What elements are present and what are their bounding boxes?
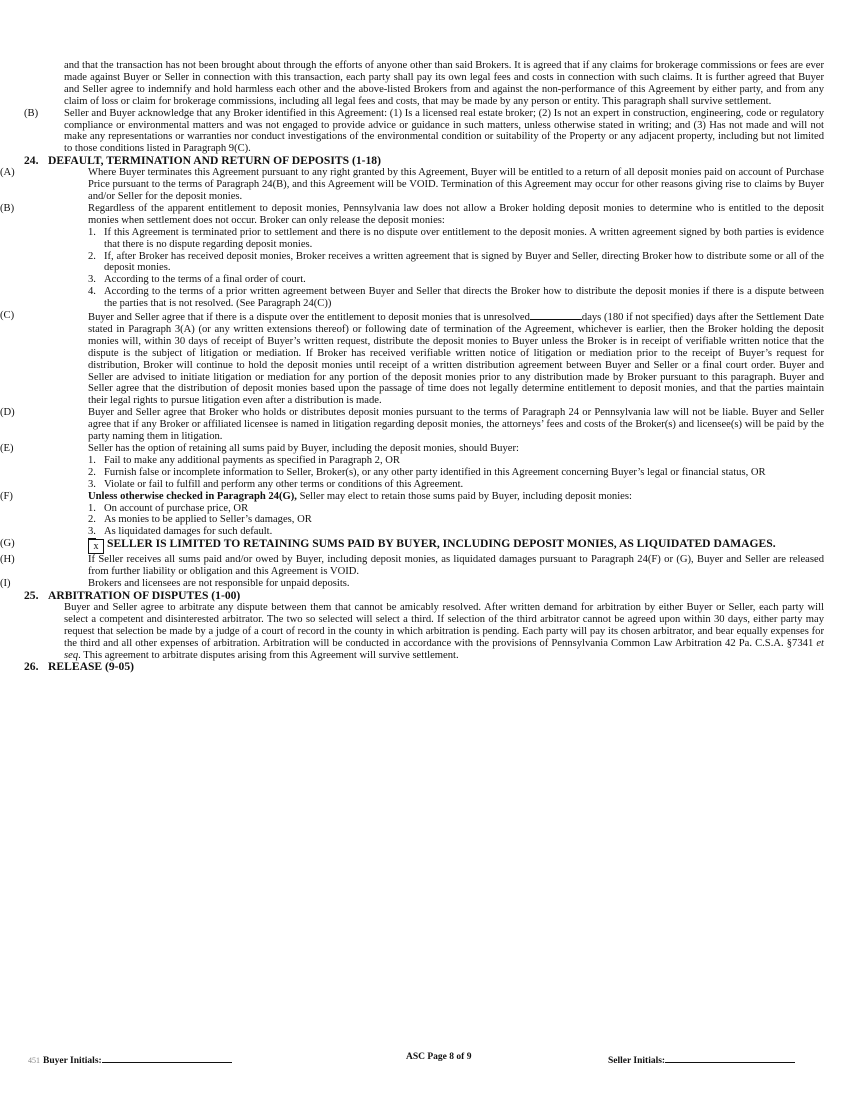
text-part: Buyer and Seller agree to arbitrate any dispute between them that cannot be amicably resolved. After written demand for arbitration by either Buyer or Seller, each party will select a competent and disinterested arbitrator. The two so selected will select a third. If selection of the third arbitrator cannot be agreed upon within 30 days, either party may request that selection be made by a judge of a court of record in the county in which arbitration is pending. Each party will pay its chosen arbitrator, and bear equally expenses for the third and all other expenses of arbitration. Arbitration will be conducted in accordance with the provisions of Pennsylvania Common Law Arbitration 42 Pa. C.S.A. §7341 [64, 601, 824, 649]
paragraph-text [88, 310, 824, 407]
list-number: 1. [88, 226, 96, 238]
section-26-heading [24, 661, 824, 673]
list-text: Furnish false or incomplete information to Seller, Broker(s), or any other party identified in this Agreement concerning Buyer’s legal or financial status, OR [104, 466, 766, 478]
seller-initials-label: Seller Initials: [608, 1056, 666, 1066]
buyer-initials-group [28, 1052, 232, 1068]
list-text: As liquidated damages for such default. [104, 526, 273, 538]
page-number [406, 1052, 471, 1064]
seller-initials-field[interactable] [665, 1052, 795, 1063]
list-number: 3. [88, 526, 96, 538]
list-number: 3. [88, 274, 96, 286]
page-label: ASC Page 8 of 9 [406, 1052, 472, 1062]
text-italic: et seq [64, 637, 824, 661]
item-label: (B) [0, 202, 15, 214]
paragraph-24i [0, 578, 824, 590]
checkbox-24g[interactable]: x [88, 539, 104, 554]
text-part: Buyer and Seller agree that if there is a dispute over the entitlement to deposit monies that is unresolved [88, 312, 530, 324]
paragraph-text [88, 491, 824, 503]
list-item [88, 286, 824, 310]
document-body [0, 60, 824, 674]
paragraph-24b [0, 202, 824, 310]
list-text: According to the terms of a prior written agreement between Buyer and Seller that directs the Broker how to distribute the deposit monies if there is a dispute between the parties that is not resolved. (See Paragraph 24(C)) [104, 286, 824, 310]
list-number: 1. [88, 454, 96, 466]
list-number: 2. [88, 514, 96, 526]
list-item [88, 514, 824, 526]
paragraph-24e [0, 443, 824, 491]
item-label: (B) [24, 107, 39, 119]
list-item [88, 455, 824, 467]
item-label: (D) [0, 407, 15, 419]
paragraph-23b [24, 108, 824, 156]
list-text: Fail to make any additional payments as specified in Paragraph 2, OR [104, 454, 400, 466]
section-number: 25. [24, 588, 39, 602]
paragraph-text: Buyer and Seller agree that Broker who holds or distributes deposit monies pursuant to the terms of Paragraph 24 or Pennsylvania law will not be liable. Buyer and Seller agree that if any Broker or affiliated licensee is named in litigation regarding deposit monies, the attorneys’ fees and costs of the Broker(s) and licensee(s) will be paid by the party naming them in litigation. [88, 407, 824, 443]
list-item [88, 274, 824, 286]
paragraph-text: Regardless of the apparent entitlement to deposit monies, Pennsylvania law does not allow a Broker holding deposit monies to determine who is entitled to the deposit monies when settlement does not occur. Broker can only release the deposit monies: [88, 202, 824, 226]
line-number: 451 [28, 1056, 40, 1065]
bold-lead: Unless otherwise checked in Paragraph 24(G), [88, 490, 297, 502]
list-text: If, after Broker has received deposit monies, Broker receives a written agreement that is signed by Buyer and Seller, directing Broker how to distribute some or all of the deposit monies. [104, 250, 824, 274]
paragraph-text [88, 538, 824, 554]
list-item [88, 503, 824, 515]
page-footer [22, 1052, 822, 1066]
text-part: . This agreement to arbitrate disputes arising from this Agreement will survive settlement. [78, 649, 459, 661]
item-label: (F) [0, 490, 13, 502]
list-item [88, 467, 824, 479]
section-number: 24. [24, 154, 39, 168]
item-label: (A) [0, 167, 15, 179]
list-item [88, 479, 824, 491]
paragraph-24h [0, 554, 824, 578]
list-item [88, 227, 824, 251]
paragraph-text: Where Buyer terminates this Agreement pursuant to any right granted by this Agreement, Buyer will be entitled to a return of all deposit monies paid on account of Purchase Price pursuant to the terms of Paragraph 24(B), and this Agreement will be VOID. Termination of this Agreement may occur for other reasons giving rise to claims by Buyer and/or Seller for the deposit monies. [88, 167, 824, 202]
item-label: (E) [0, 443, 14, 454]
section-title: ARBITRATION OF DISPUTES (1-00) [48, 588, 241, 602]
list-text: On account of purchase price, OR [104, 502, 249, 514]
list-text: As monies to be applied to Seller’s damages, OR [104, 514, 312, 526]
paragraph-25-text [24, 602, 824, 662]
paragraph-text: Seller and Buyer acknowledge that any Broker identified in this Agreement: (1) Is a licensed real estate broker; (2) Is not an expert in construction, engineering, code or regulatory compliance or environmental matters and was not engaged to provide advice or guidance in such matters, unless otherwise stated in writing; and (3) Has not made and will not make any representations or warranties nor conduct investigations of the environmental condition or suitability of the Property or any adjacent property, including but not limited to those conditions listed in Paragraph 9(C). [64, 107, 824, 155]
list-number: 2. [88, 466, 96, 478]
seller-initials-group [608, 1052, 795, 1068]
list-text: If this Agreement is terminated prior to settlement and there is no dispute over entitlement to the deposit monies. A written agreement signed by both parties is evidence that there is no dispute regarding deposit monies. [104, 226, 824, 250]
paragraph-text: Brokers and licensees are not responsible for unpaid deposits. [88, 578, 350, 590]
section-title: DEFAULT, TERMINATION AND RETURN OF DEPOSITS (1-18) [48, 154, 381, 168]
paragraph-text: Seller has the option of retaining all sums paid by Buyer, including the deposit monies, should Buyer: [88, 443, 519, 454]
list-number: 3. [88, 478, 96, 490]
list-number: 1. [88, 502, 96, 514]
list-item [88, 251, 824, 275]
item-label: (C) [0, 310, 15, 322]
paragraph-text: If Seller receives all sums paid and/or owed by Buyer, including deposit monies, as liquidated damages pursuant to Paragraph 24(F) or (G), Buyer and Seller are released from further liability or obligation and this Agreement is VOID. [88, 554, 824, 578]
item-label: (I) [0, 578, 11, 590]
list-number: 2. [88, 250, 96, 262]
paragraph-23a-continuation: and that the transaction has not been brought about through the efforts of anyone other than said Brokers. It is agreed that if any claims for brokerage commissions or fees are ever made against Buyer or Seller in connection with this transaction, each party shall pay its own legal fees and costs in connection with such claims. It is further agreed that Buyer and Seller agree to indemnify and hold harmless each other and the above-listed Brokers from and against the non-performance of this Agreement by either party, and from any claim of loss or claim for brokerage commissions, including all legal fees and costs, that may be made by any person or entity. This paragraph shall survive settlement. [64, 60, 824, 107]
list-number: 4. [88, 286, 96, 298]
section-24-heading [24, 155, 824, 167]
paragraph-24a [0, 167, 824, 203]
section-25-heading [24, 590, 824, 602]
section-number: 26. [24, 660, 39, 674]
bold-clause: SELLER IS LIMITED TO RETAINING SUMS PAID BY BUYER, INCLUDING DEPOSIT MONIES, AS LIQUIDATED DAMAGES. [107, 537, 776, 551]
paragraph-24g [0, 537, 824, 554]
item-label: (H) [0, 554, 15, 566]
buyer-initials-label: Buyer Initials: [43, 1056, 102, 1066]
list-text: Violate or fail to fulfill and perform any other terms or conditions of this Agreement. [104, 478, 464, 490]
text-part: days (180 if not specified) days after the Settlement Date stated in Paragraph 3(A) (or any written extensions thereof) or following date of termination of the Agreement, whichever is earlier, then the Broker holding the deposit monies will, within 30 days of receipt of Buyer’s written request, distribute the deposit monies to Buyer unless the Broker is in receipt of verifiable written notice that the dispute is the subject of litigation or mediation. If Broker has received verifiable written notice of litigation or mediation prior to the receipt of Buyer’s request for distribution, Broker will continue to hold the deposit monies until receipt of a written distribution agreement between Buyer and Seller or a final court order. Buyer and Seller are advised to initiate litigation or mediation for any portion of the deposit monies prior to any distribution made by Broker pursuant to this paragraph. Buyer and Seller agree that the distribution of deposit monies based upon the passage of time does not legally determine entitlement to deposit monies, and that the parties maintain their legal rights to pursue litigation even after a distribution is made. [88, 312, 824, 407]
days-blank-field[interactable] [530, 310, 582, 320]
list-text: According to the terms of a final order of court. [104, 274, 306, 286]
paragraph-24c [0, 310, 824, 407]
text-part: Seller may elect to retain those sums paid by Buyer, including deposit monies: [296, 490, 632, 502]
paragraph-24d [0, 407, 824, 443]
item-label: (G) [0, 538, 15, 550]
buyer-initials-field[interactable] [102, 1052, 232, 1063]
paragraph-24f [0, 490, 824, 539]
section-title: RELEASE (9-05) [48, 660, 134, 674]
